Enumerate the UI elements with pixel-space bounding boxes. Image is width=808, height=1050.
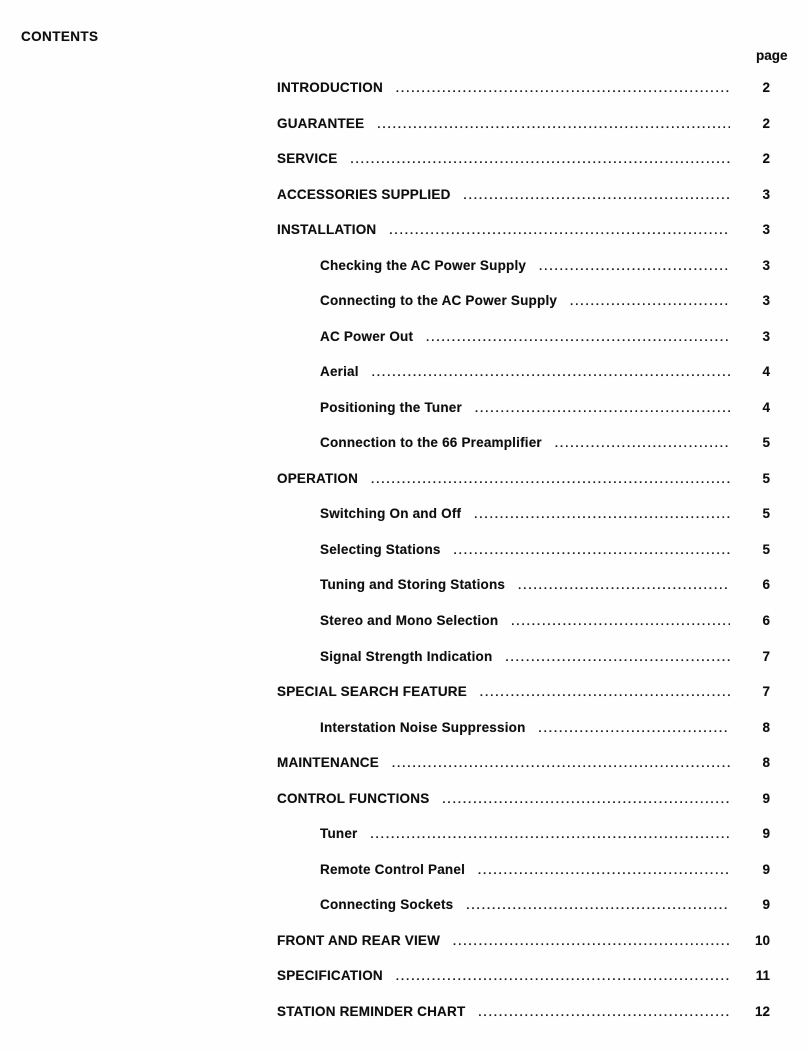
toc-entry [277,862,770,898]
toc-entry [277,187,770,223]
toc-entry-page: 4 [762,364,770,380]
dot-leader [505,651,730,666]
toc-entry [277,258,770,294]
page-title: CONTENTS [21,29,99,44]
toc-entry-label: Positioning the Tuner [320,399,462,415]
dot-leader [350,153,730,168]
toc-entry [277,329,770,365]
toc-entry-page: 9 [762,861,770,877]
toc-entry-page: 5 [762,506,770,522]
dot-leader [426,331,730,346]
toc-entry-label: SPECIFICATION [277,968,383,984]
toc-entry [277,222,770,258]
toc-entry-label: SERVICE [277,151,338,167]
toc-entry [277,1004,770,1040]
dot-leader [475,402,730,417]
toc-entry-label: MAINTENANCE [277,755,379,771]
toc-entry-page: 10 [754,932,770,948]
toc-entry [277,151,770,187]
toc-entry [277,435,770,471]
dot-leader [392,757,730,772]
dot-leader [480,686,730,701]
toc-entry-page: 5 [762,541,770,557]
page-column-header: page [756,48,788,63]
toc-entry-page: 3 [762,328,770,344]
dot-leader [453,935,730,950]
dot-leader [377,118,730,133]
toc-entry [277,826,770,862]
toc-entry [277,364,770,400]
toc-entry-page: 11 [755,968,770,984]
dot-leader [372,366,730,381]
toc-entry-page: 9 [762,790,770,806]
dot-leader [396,82,730,97]
toc-entry [277,791,770,827]
toc-entry-page: 7 [762,684,770,700]
toc-entry-label: Selecting Stations [320,541,441,557]
dot-leader [539,260,730,275]
toc-entry-page: 3 [762,186,770,202]
toc-entry-label: Connecting Sockets [320,897,454,913]
dot-leader [518,579,730,594]
toc-entry-label: Stereo and Mono Selection [320,612,499,628]
toc-entry [277,293,770,329]
toc-entry-label: AC Power Out [320,328,414,344]
toc-entry-page: 6 [762,612,770,628]
toc-entry-page: 3 [762,293,770,309]
toc-entry-page: 5 [762,435,770,451]
toc-entry-label: GUARANTEE [277,115,365,131]
toc-entry [277,542,770,578]
dot-leader [454,544,730,559]
dot-leader [464,189,730,204]
toc-entry-label: INSTALLATION [277,222,377,238]
toc-entry [277,116,770,152]
toc-list [277,80,770,1039]
toc-entry-label: INTRODUCTION [277,80,383,95]
toc-entry-page: 9 [762,897,770,913]
toc-entry-page: 2 [762,151,770,167]
toc-entry-label: Switching On and Off [320,506,462,522]
dot-leader [511,615,730,630]
toc-entry [277,649,770,685]
dot-leader [396,970,730,985]
toc-entry-label: Connecting to the AC Power Supply [320,293,558,309]
dot-leader [442,793,730,808]
toc-entry-label: Signal Strength Indication [320,648,493,664]
toc-entry-label: Interstation Noise Suppression [320,719,526,735]
toc-entry-page: 8 [762,755,770,771]
toc-entry-page: 8 [762,719,770,735]
toc-entry [277,933,770,969]
toc-entry [277,720,770,756]
dot-leader [539,722,730,737]
toc-entry-page: 4 [762,399,770,415]
dot-leader [371,828,731,843]
dot-leader [389,224,730,239]
toc-entry [277,613,770,649]
dot-leader [570,295,730,310]
toc-entry-label: Aerial [320,364,359,380]
toc-entry-label: Remote Control Panel [320,861,466,877]
toc-entry-page: 12 [754,1003,770,1019]
toc-entry-page: 3 [762,222,770,238]
toc-entry-page: 9 [762,826,770,842]
toc-entry-label: Connection to the 66 Preamplifier [320,435,542,451]
toc-entry-label: FRONT AND REAR VIEW [277,932,441,948]
toc-entry [277,968,770,1004]
toc-entry [277,506,770,542]
toc-entry-label: SPECIAL SEARCH FEATURE [277,684,467,700]
toc-entry [277,471,770,507]
dot-leader [466,899,730,914]
toc-entry [277,577,770,613]
toc-entry-page: 7 [762,648,770,664]
toc-entry [277,684,770,720]
toc-entry-label: OPERATION [277,470,359,486]
toc-entry-page: 2 [762,115,770,131]
toc-entry-page: 5 [762,470,770,486]
dot-leader [555,437,730,452]
toc-entry [277,755,770,791]
dot-leader [478,1006,730,1021]
toc-entry [277,897,770,933]
toc-entry [277,400,770,436]
dot-leader [371,473,730,488]
dot-leader [478,864,730,879]
toc-entry-page: 2 [762,80,770,95]
toc-entry-label: CONTROL FUNCTIONS [277,790,430,806]
toc-entry-label: STATION REMINDER CHART [277,1003,466,1019]
toc-entry-label: ACCESSORIES SUPPLIED [277,186,451,202]
toc-entry-label: Tuning and Storing Stations [320,577,506,593]
toc-entry-page: 6 [762,577,770,593]
toc-entry [277,80,770,116]
toc-entry-label: Tuner [320,826,358,842]
dot-leader [474,508,730,523]
toc-entry-label: Checking the AC Power Supply [320,257,527,273]
toc-entry-page: 3 [762,257,770,273]
